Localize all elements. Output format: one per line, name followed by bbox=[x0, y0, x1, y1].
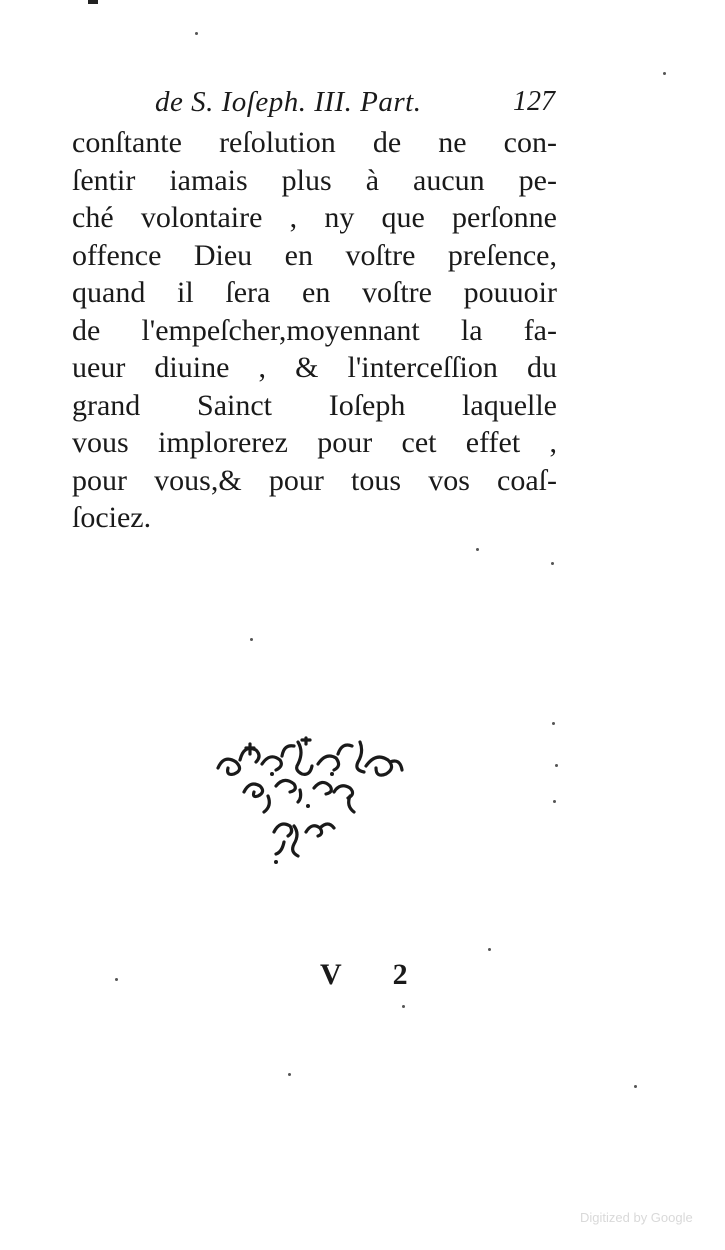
print-speck bbox=[476, 548, 479, 551]
text-line: grand Sainct Ioſeph laquelle bbox=[72, 388, 557, 422]
text-line: ſentir iamais plus à aucun pe- bbox=[72, 163, 557, 197]
print-speck bbox=[555, 764, 558, 767]
text-line: quand il ſera en voſtre pouuoir bbox=[72, 276, 557, 309]
print-speck bbox=[115, 978, 118, 981]
print-speck bbox=[551, 562, 554, 565]
print-speck bbox=[663, 72, 666, 75]
text-line: ché volontaire , ny que perſonne bbox=[72, 201, 557, 234]
page-number: 127 bbox=[513, 86, 555, 117]
print-speck bbox=[250, 638, 253, 641]
text-line: offence Dieu en voſtre preſence, bbox=[72, 238, 557, 272]
text-line: conſtante reſolution de ne con- bbox=[72, 126, 557, 159]
page-header bbox=[155, 86, 555, 126]
body-text bbox=[72, 124, 557, 537]
signature-mark: V 2 bbox=[320, 958, 430, 991]
running-title: de S. Ioſeph. III. Part. bbox=[155, 86, 422, 118]
print-speck bbox=[402, 1005, 405, 1008]
print-speck bbox=[288, 1073, 291, 1076]
print-speck bbox=[195, 32, 198, 35]
text-line: ſociez. bbox=[72, 501, 152, 534]
text-line: vous implorerez pour cet effet , bbox=[72, 426, 557, 459]
print-mark bbox=[88, 0, 98, 4]
print-speck bbox=[552, 722, 555, 725]
print-speck bbox=[488, 948, 491, 951]
print-speck bbox=[634, 1085, 637, 1088]
floral-tailpiece-ornament-icon bbox=[210, 730, 410, 870]
text-line: de l'empeſcher,moyennant la fa- bbox=[72, 313, 557, 347]
text-line: pour vous,& pour tous vos coaſ- bbox=[72, 463, 557, 497]
digitization-watermark: Digitized by Google bbox=[580, 1210, 693, 1225]
text-line: ueur diuine , & l'interceſſion du bbox=[72, 351, 557, 384]
print-speck bbox=[553, 800, 556, 803]
